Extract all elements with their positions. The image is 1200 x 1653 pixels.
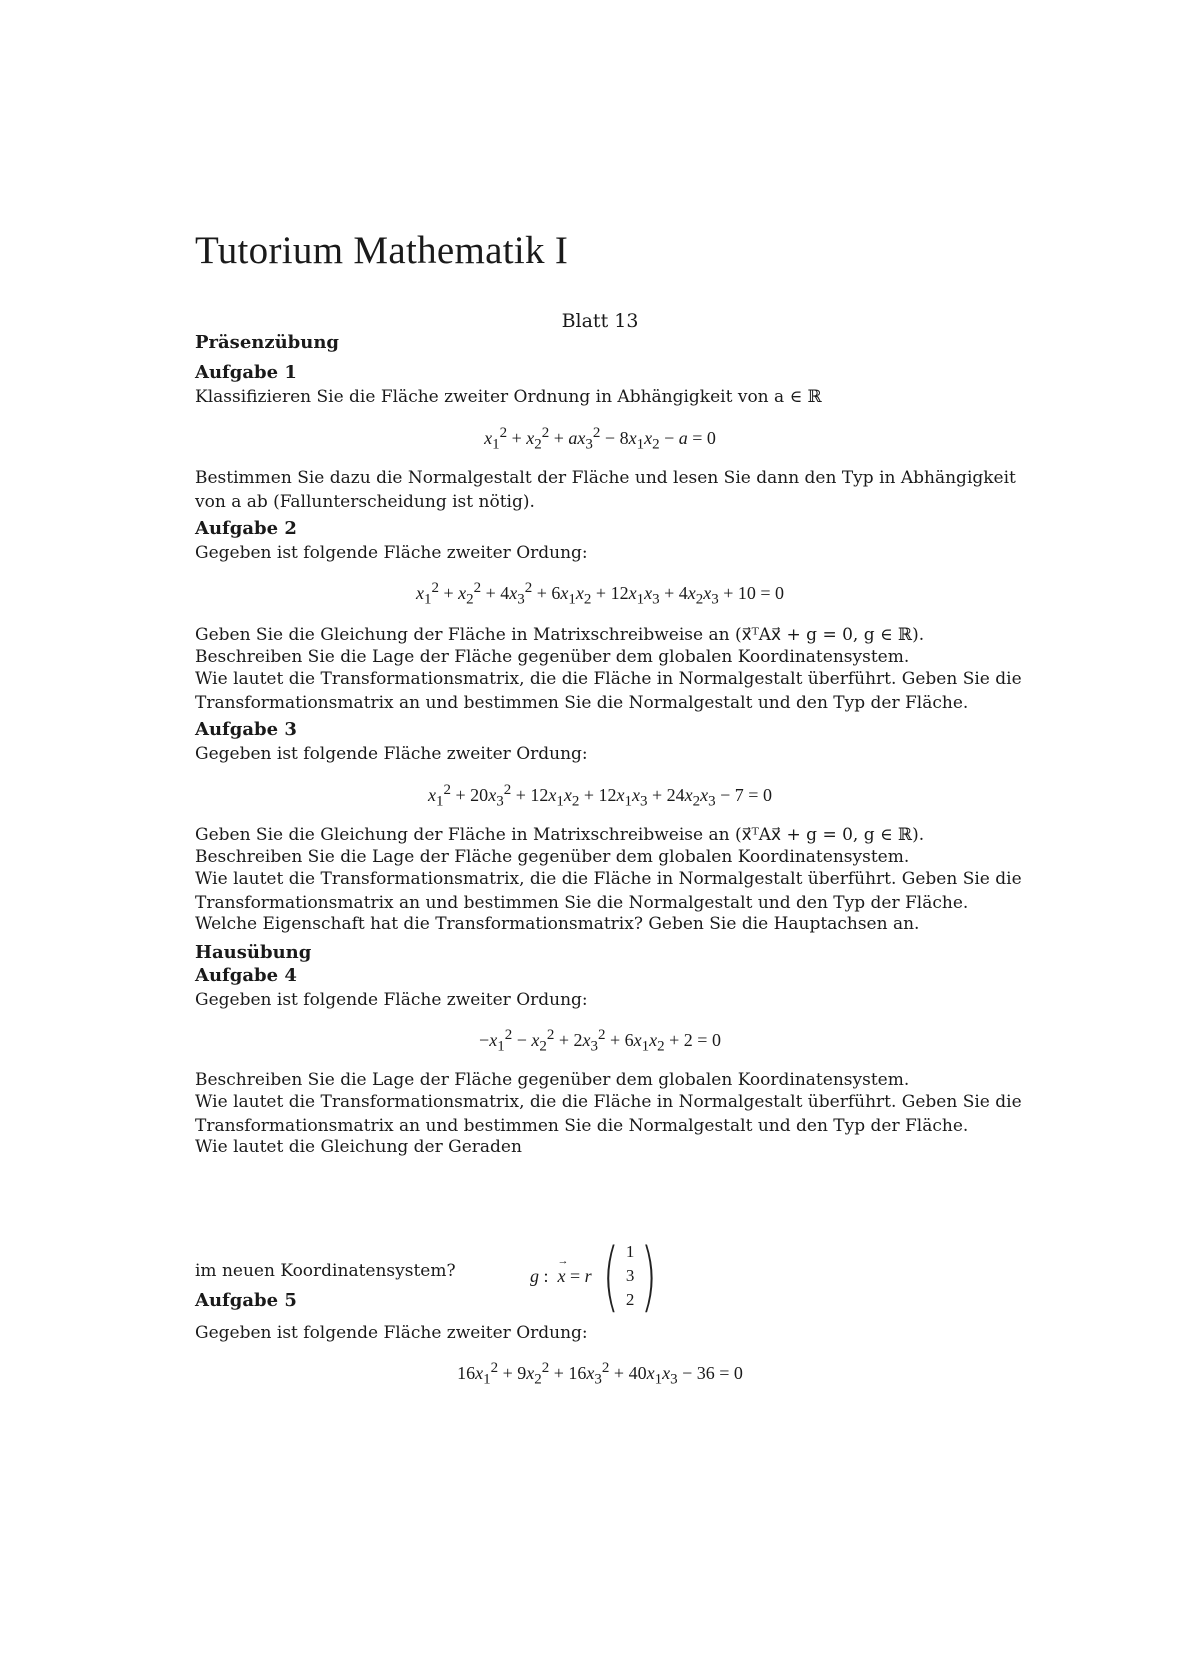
sheet-number: Blatt 13 (561, 310, 639, 332)
aufgabe-2-line-1: Geben Sie die Gleichung der Fläche in Matrixschreibweise an (x⃗ᵀAx⃗ + g = 0, g ∈ ℝ). (195, 625, 925, 645)
aufgabe-4-line-2: Wie lautet die Transformationsmatrix, die die Fläche in Normalgestalt überführt. Geben Sie die Transformationsmatrix an und bestimmen Sie die Normalgestalt und den Typ der Fläche. (195, 1092, 1022, 1136)
aufgabe-5-heading: Aufgabe 5 (195, 1290, 297, 1311)
aufgabe-3-heading: Aufgabe 3 (195, 719, 297, 740)
document-title: Tutorium Mathematik I (195, 229, 569, 272)
aufgabe-1-heading: Aufgabe 1 (195, 362, 297, 383)
aufgabe-4-line-1: Beschreiben Sie die Lage der Fläche gegenüber dem globalen Koordinatensystem. (195, 1070, 910, 1090)
aufgabe-2-line-2: Beschreiben Sie die Lage der Fläche gegenüber dem globalen Koordinatensystem. (195, 647, 910, 667)
aufgabe-2-intro: Gegeben ist folgende Fläche zweiter Ordung: (195, 543, 588, 563)
vector-entry: 1 (625, 1242, 635, 1261)
vector-entry: 2 (625, 1290, 635, 1309)
vector-entry: 3 (625, 1266, 635, 1285)
section-haus: Hausübung (195, 942, 312, 963)
line-g-equation: g : → x = r ( 1 3 2 ) (530, 1238, 664, 1314)
aufgabe-2-equation: $x_1^2 + x_2^2 + 4x_3^2 + 6x_1x_2 + 12x_1x_3 + 4x_2x_3 + 10 = 0$ (415, 580, 785, 608)
aufgabe-4-heading: Aufgabe 4 (195, 965, 297, 986)
aufgabe-2-heading: Aufgabe 2 (195, 518, 297, 539)
section-praesenz: Präsenzübung (195, 332, 340, 353)
aufgabe-3-line-1: Geben Sie die Gleichung der Fläche in Matrixschreibweise an (x⃗ᵀAx⃗ + g = 0, g ∈ ℝ). (195, 825, 925, 845)
right-paren: ) (641, 1231, 658, 1320)
aufgabe-3-line-3: Wie lautet die Transformationsmatrix, die die Fläche in Normalgestalt überführt. Geben Sie die Transformationsmatrix an und bestimmen Sie die Normalgestalt und den Typ der Fläche. (195, 869, 1022, 913)
aufgabe-1-text: Klassifizieren Sie die Fläche zweiter Ordnung in Abhängigkeit von a ∈ ℝ (195, 387, 822, 407)
aufgabe-4-intro: Gegeben ist folgende Fläche zweiter Ordung: (195, 990, 588, 1010)
aufgabe-1-equation: $x_1^2 + x_2^2 + ax_3^2 - 8x_1x_2 - a = 0$ (484, 425, 716, 453)
aufgabe-3-line-4: Welche Eigenschaft hat die Transformationsmatrix? Geben Sie die Hauptachsen an. (195, 914, 920, 934)
aufgabe-4-equation: $-x_1^2 - x_2^2 + 2x_3^2 + 6x_1x_2 + 2 = 0$ (479, 1027, 721, 1055)
aufgabe-4-after: im neuen Koordinatensystem? (195, 1261, 456, 1281)
aufgabe-5-equation: $16x_1^2 + 9x_2^2 + 16x_3^2 + 40x_1x_3 - 36 = 0$ (457, 1360, 743, 1388)
aufgabe-2-line-3: Wie lautet die Transformationsmatrix, die die Fläche in Normalgestalt überführt. Geben Sie die Transformationsmatrix an und bestimmen Sie die Normalgestalt und den Typ der Fläche. (195, 669, 1022, 713)
aufgabe-3-equation: $x_1^2 + 20x_3^2 + 12x_1x_2 + 12x_1x_3 + 24x_2x_3 - 7 = 0$ (428, 782, 772, 810)
aufgabe-4-line-3: Wie lautet die Gleichung der Geraden (195, 1137, 522, 1157)
aufgabe-1-instructions: Bestimmen Sie dazu die Normalgestalt der Fläche und lesen Sie dann den Typ in Abhängigkeit von a ab (Fallunterscheidung ist nötig). (195, 468, 1016, 512)
aufgabe-5-intro: Gegeben ist folgende Fläche zweiter Ordung: (195, 1323, 588, 1343)
aufgabe-3-line-2: Beschreiben Sie die Lage der Fläche gegenüber dem globalen Koordinatensystem. (195, 847, 910, 867)
aufgabe-3-intro: Gegeben ist folgende Fläche zweiter Ordung: (195, 744, 588, 764)
left-paren: ( (602, 1231, 620, 1320)
